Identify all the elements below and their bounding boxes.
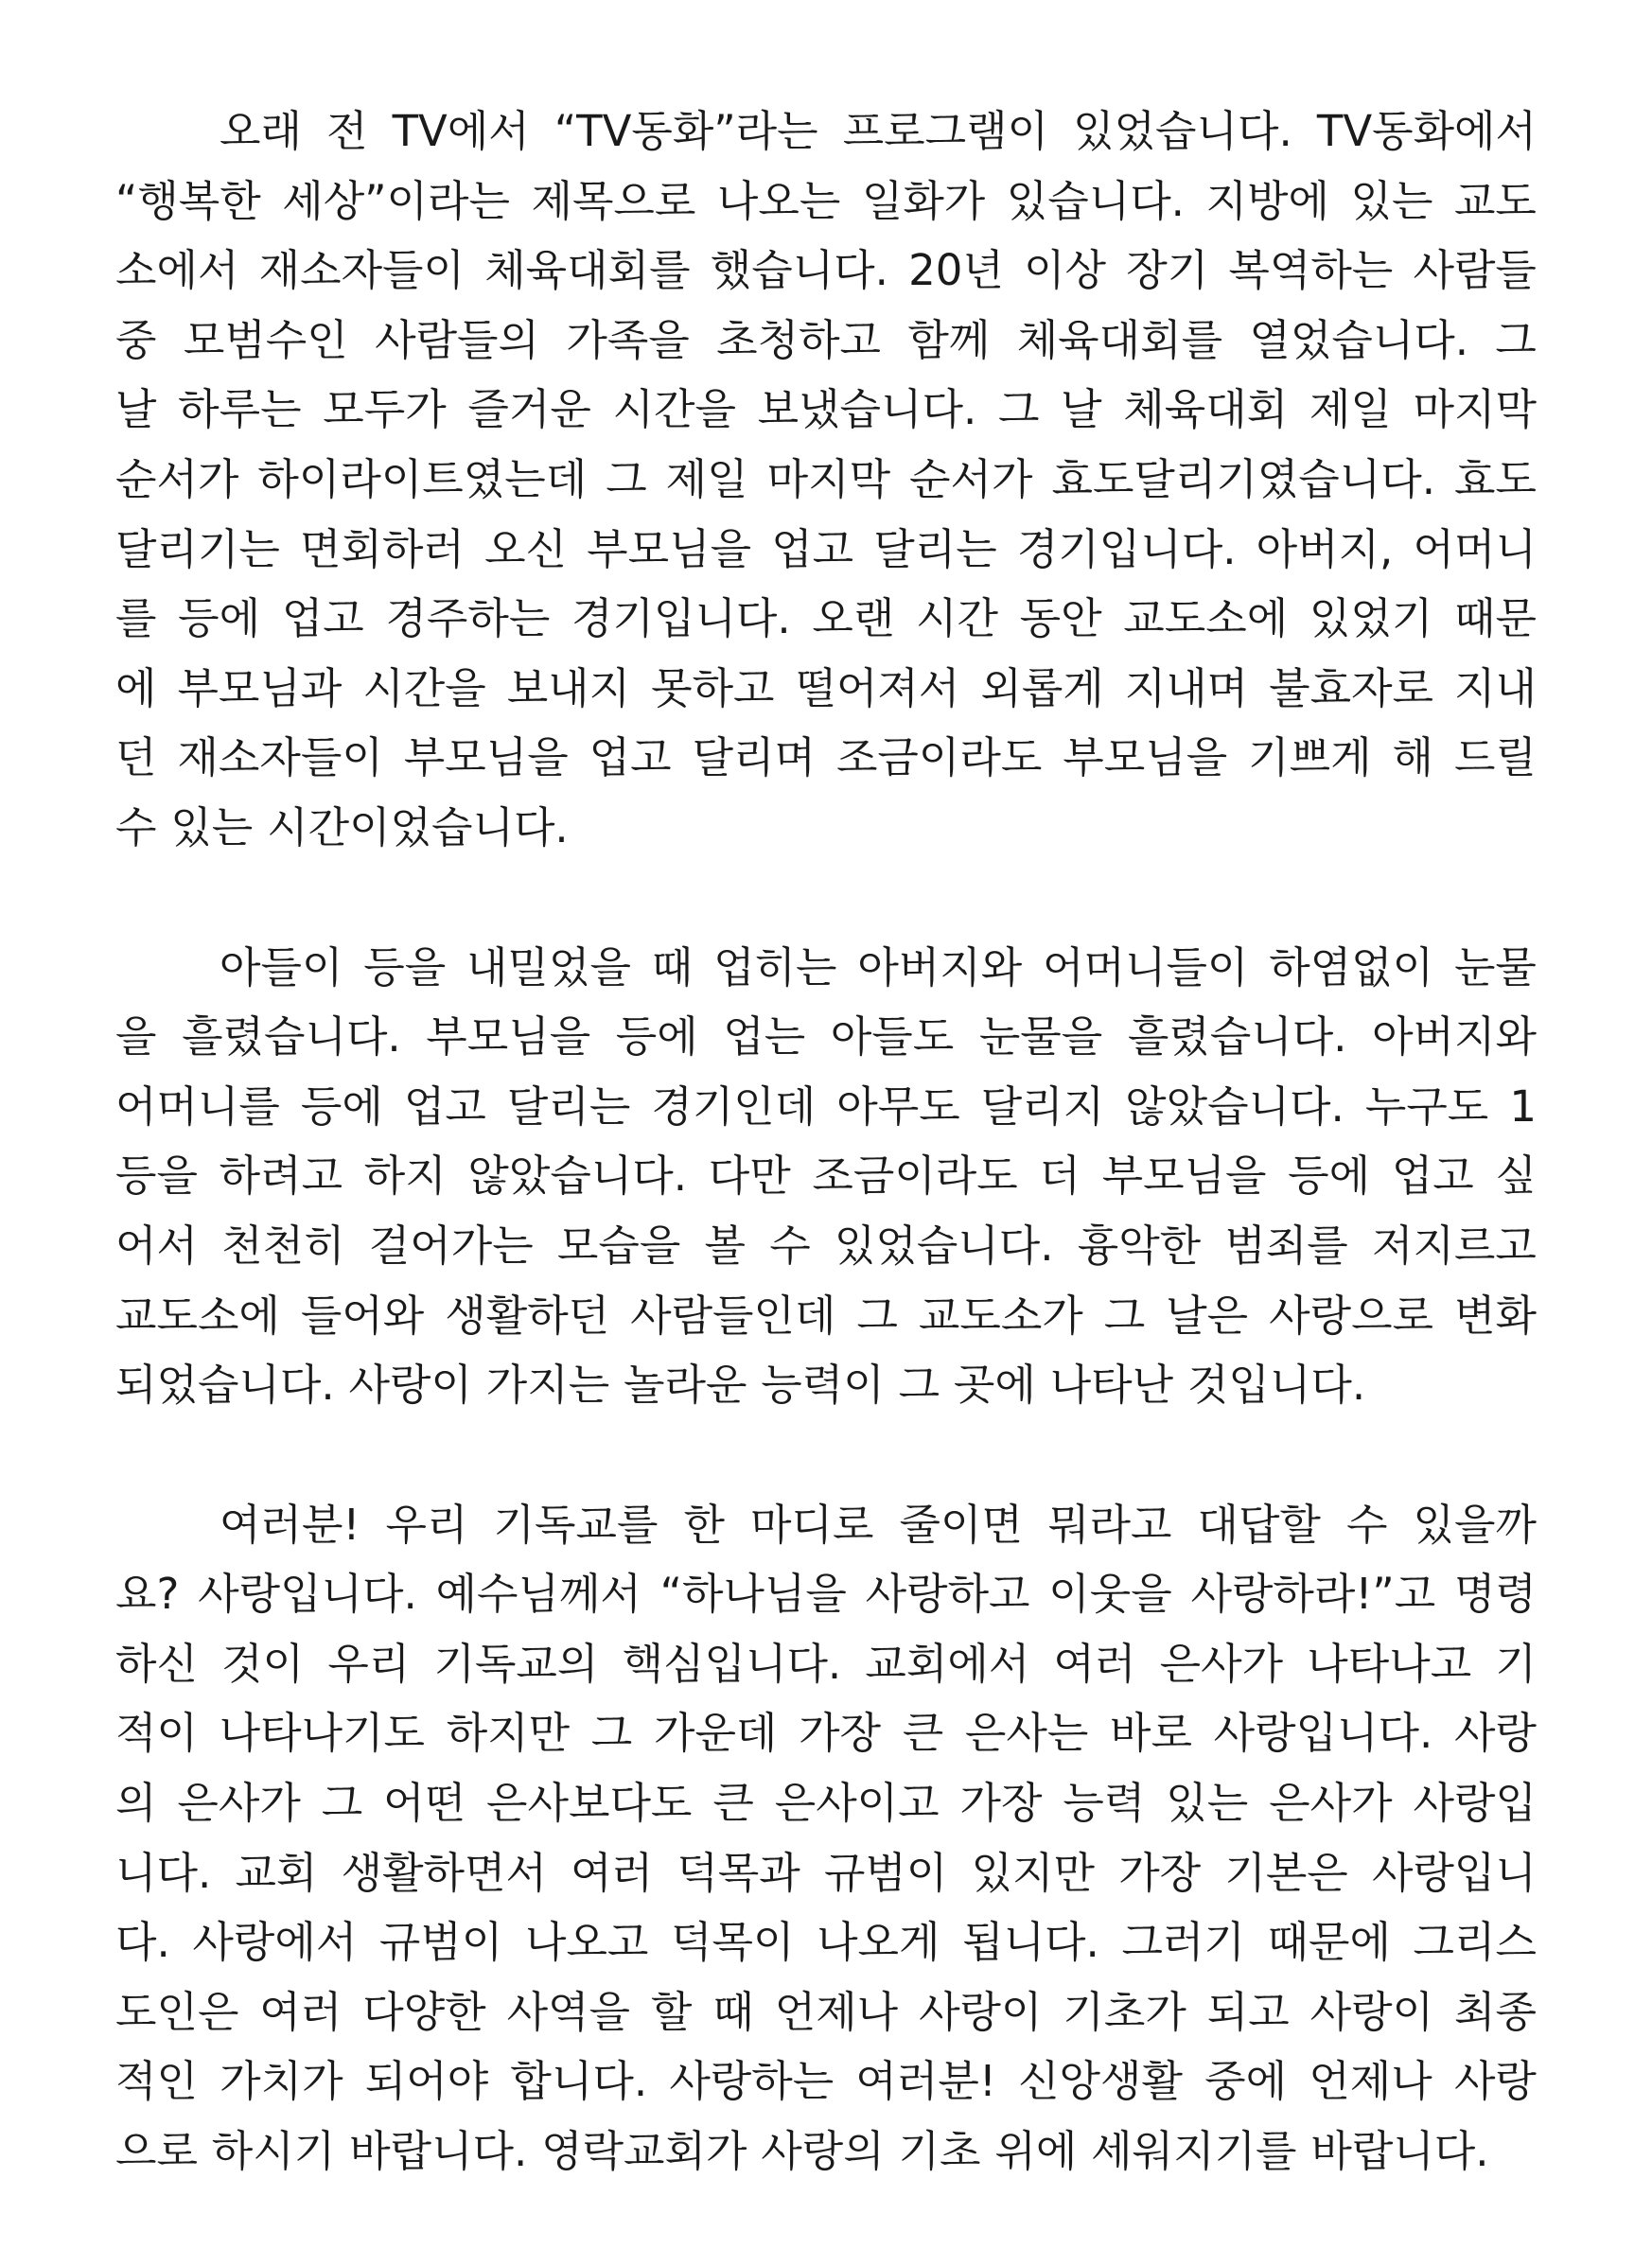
text-line <box>115 1211 1537 1281</box>
word: 않았습니다. <box>1125 1080 1344 1132</box>
word: 사랑하라!”고 <box>1190 1569 1436 1620</box>
word: 그 <box>1103 1290 1146 1341</box>
word: 모범수인 <box>183 314 348 365</box>
word: 사랑하는 <box>669 2056 835 2107</box>
word: 부모님을 <box>587 523 752 574</box>
word: 으로 <box>115 2126 198 2177</box>
word: 등에 <box>1288 1151 1371 1202</box>
word: 장기 <box>1126 245 1209 296</box>
word: 줄이면 <box>899 1499 1023 1550</box>
word: 흘렸습니다. <box>1127 1011 1347 1063</box>
word: 마지막 <box>766 453 891 504</box>
word: 하지만 <box>446 1708 571 1759</box>
word: 기쁘게 <box>1248 732 1372 783</box>
word: 사랑의 <box>761 2126 885 2177</box>
paragraph-3 <box>115 1490 1537 2187</box>
word: 은사는 <box>964 1708 1089 1759</box>
word: “TV동화”라는 <box>554 106 818 156</box>
word: 여러 <box>259 1986 343 2037</box>
document-body <box>115 97 1537 2187</box>
word: 걸어가는 <box>368 1220 534 1271</box>
word: 그 <box>898 1360 940 1411</box>
word: 1 <box>1509 1080 1537 1132</box>
word: 도인은 <box>115 1986 239 2037</box>
word: 가지는 <box>485 1360 610 1411</box>
word: 않았습니다. <box>467 1151 688 1202</box>
paragraph-2 <box>115 933 1537 1420</box>
word: 최종 <box>1453 1986 1537 2037</box>
word: 그 <box>856 1290 898 1341</box>
word: 경기입니다. <box>571 593 791 644</box>
word: 교도소가 <box>918 1290 1083 1341</box>
word: 경기입니다. <box>1016 523 1237 574</box>
word: 함께 <box>907 314 991 365</box>
word: 가장 <box>799 1708 882 1759</box>
word: 은사가 <box>1159 1638 1284 1689</box>
text-line <box>115 1907 1537 1977</box>
word: 있지만 <box>971 1847 1095 1898</box>
word: 하염없이 <box>1269 941 1434 992</box>
word: 한 <box>683 1499 725 1550</box>
word: 흘렸습니다. <box>182 1011 401 1063</box>
paragraph-1 <box>115 97 1537 863</box>
word: 하루는 <box>178 384 302 435</box>
text-line <box>115 1768 1537 1838</box>
text-line <box>115 1281 1537 1351</box>
word: 열었습니다. <box>1249 314 1469 365</box>
word: 업는 <box>723 1011 806 1063</box>
word: 여러분! <box>220 1499 360 1550</box>
word: 능력 <box>1063 1778 1146 1829</box>
word: 그 <box>321 1778 363 1829</box>
text-line <box>115 97 1537 167</box>
text-line <box>115 445 1537 515</box>
word: 사랑으로 <box>1269 1290 1434 1341</box>
word: 기 <box>1495 1638 1537 1689</box>
word: 등에 <box>300 1080 383 1132</box>
word: 나오고 <box>524 1917 649 1968</box>
word: 했습니다. <box>710 245 888 296</box>
word: 나타난 <box>1049 1360 1174 1411</box>
word: 은사이고 <box>774 1778 940 1829</box>
word: 가장 <box>1118 1847 1202 1898</box>
word: 수 <box>769 1220 811 1271</box>
word: 날 <box>115 384 157 435</box>
word: 시간 <box>916 593 998 644</box>
word: 마지막 <box>1413 384 1537 435</box>
word: 부모님을 <box>426 1011 591 1063</box>
word: 곳에 <box>953 1360 1036 1411</box>
word: 오신 <box>484 523 568 574</box>
word: 사랑입니 <box>1371 1847 1537 1898</box>
word: 재소자들이 <box>177 732 383 783</box>
word: 적이 <box>115 1708 198 1759</box>
word: “행복한 <box>115 175 261 226</box>
word: 중 <box>115 314 157 365</box>
word: 요? <box>115 1569 180 1620</box>
word: 드릴 <box>1453 732 1537 783</box>
text-line <box>115 933 1537 1003</box>
text-line <box>115 2046 1537 2117</box>
word: 있습니다. <box>1006 175 1185 226</box>
word: 큰 <box>712 1778 754 1829</box>
word: 하지 <box>363 1151 447 1202</box>
word: 등에 <box>178 593 261 644</box>
word: 다. <box>115 1917 170 1968</box>
word: 의 <box>115 1778 157 1829</box>
word: 지내며 <box>1124 662 1249 713</box>
word: 은사가 <box>177 1778 301 1829</box>
word: 사람들인데 <box>630 1290 836 1341</box>
word: 교도소에 <box>1123 593 1289 644</box>
text-line <box>115 1559 1537 1629</box>
word: 기본은 <box>1224 1847 1348 1898</box>
word: 제일 <box>665 453 748 504</box>
word: 가치가 <box>220 2056 343 2107</box>
word: 제목으로 <box>531 175 696 226</box>
word: 소에서 <box>115 245 239 296</box>
text-line <box>115 515 1537 585</box>
word: 순서가 <box>115 453 239 504</box>
word: 부모님을 <box>403 732 569 783</box>
word: 체육대회 <box>1123 384 1289 435</box>
word: 부모님과 <box>177 662 343 713</box>
word: 사랑에서 <box>192 1917 358 1968</box>
word: 을 <box>115 1011 157 1063</box>
text-line <box>115 1141 1537 1211</box>
word: 것입니다. <box>1186 1360 1366 1411</box>
word: 업고 <box>589 732 672 783</box>
word: 규범이 <box>823 1847 948 1898</box>
word: 생활하면서 <box>341 1847 547 1898</box>
word: 신앙생활 <box>1018 2056 1183 2107</box>
word: 사랑입 <box>1413 1778 1537 1829</box>
word: 달리지 <box>980 1080 1105 1132</box>
text-line <box>115 584 1537 654</box>
word: 기초 <box>898 2126 981 2177</box>
word: 오랜 <box>812 593 895 644</box>
word: 사역을 <box>506 1986 630 2037</box>
word: 있는 <box>1350 175 1433 226</box>
word: “하나님을 <box>659 1569 847 1620</box>
word: 은사가 <box>1269 1778 1393 1829</box>
word: 즐거운 <box>467 384 591 435</box>
word: 눈물 <box>1453 941 1537 992</box>
word: 저지르고 <box>1371 1220 1537 1271</box>
word: 바랍니다. <box>349 2126 528 2177</box>
word: 기초가 <box>1063 1986 1186 2037</box>
word: 오래 <box>220 106 302 156</box>
text-line <box>115 1072 1537 1142</box>
text-line <box>115 793 1537 863</box>
word: 기독교를 <box>493 1499 659 1550</box>
word: 되어야 <box>364 2056 489 2107</box>
word: 바랍니다. <box>1310 2126 1489 2177</box>
word: 되었습니다. <box>115 1360 335 1411</box>
word: TV동화에서 <box>1316 106 1537 156</box>
word: 하려고 <box>219 1151 343 1202</box>
text-line <box>115 167 1537 237</box>
word: 아들도 <box>830 1011 955 1063</box>
word: 달리는 <box>873 523 997 574</box>
word: 예수님께서 <box>435 1569 641 1620</box>
word: 때 <box>712 1986 754 2037</box>
word: 아무도 <box>836 1080 960 1132</box>
word: 하시기 <box>211 2126 336 2177</box>
word: 시간이었습니다. <box>267 801 569 852</box>
word: 그 <box>590 1708 633 1759</box>
word: 천천히 <box>221 1220 345 1271</box>
word: 마디로 <box>750 1499 874 1550</box>
text-line <box>115 236 1537 306</box>
word: 등을 <box>115 1151 198 1202</box>
text-line <box>115 1629 1537 1699</box>
word: 업고 <box>1391 1151 1474 1202</box>
word: 때문 <box>1453 593 1537 644</box>
word: 아버지, <box>1256 523 1394 574</box>
word: 적인 <box>115 2056 198 2107</box>
word: 수 <box>1345 1499 1388 1550</box>
word: 됩니다. <box>962 1917 1099 1968</box>
word: 교도 <box>1453 175 1537 226</box>
word: 있었기 <box>1309 593 1433 644</box>
word: 사랑 <box>1453 2056 1537 2107</box>
word: 등에 <box>615 1011 698 1063</box>
word: 그 <box>997 384 1040 435</box>
word: 범죄를 <box>1224 1220 1348 1271</box>
word: 언제나 <box>1309 2056 1432 2107</box>
word: 능력이 <box>761 1360 885 1411</box>
word: 어머니를 <box>115 1080 280 1132</box>
word: 바로 <box>1110 1708 1192 1759</box>
word: 눈물을 <box>978 1011 1103 1063</box>
word: 나타나기도 <box>219 1708 425 1759</box>
word: 사랑이 <box>919 1986 1043 2037</box>
word: 합니다. <box>510 2056 648 2107</box>
word: 어떤 <box>383 1778 466 1829</box>
word: 뭐라고 <box>1048 1499 1172 1550</box>
word: 달리는 <box>506 1080 631 1132</box>
word: 등을 <box>363 941 447 992</box>
word: 초청하고 <box>716 314 882 365</box>
word: 나타나고 <box>1307 1638 1472 1689</box>
word: 놀라운 <box>624 1360 747 1411</box>
word: 아버지와 <box>1372 1011 1537 1063</box>
word: 여러 <box>571 1847 654 1898</box>
word: 어머니 <box>1413 523 1537 574</box>
word: 사랑이 <box>348 1360 472 1411</box>
word: 규범이 <box>378 1917 503 1968</box>
word: 업히는 <box>713 941 837 992</box>
word: 여러 <box>1053 1638 1136 1689</box>
word: 외롭게 <box>980 662 1104 713</box>
word: 동안 <box>1019 593 1102 644</box>
word: 명령 <box>1453 1569 1537 1620</box>
word: 업고 <box>281 593 364 644</box>
word: 가족을 <box>566 314 690 365</box>
word: 여러분! <box>855 2056 996 2107</box>
word: 있을까 <box>1413 1499 1537 1550</box>
word: 언제나 <box>774 1986 899 2037</box>
word: 시간을 <box>612 384 736 435</box>
word: 가운데 <box>653 1708 778 1759</box>
word: 재소자들이 <box>258 245 465 296</box>
word: 경기인데 <box>651 1080 817 1132</box>
word: 부모님을 <box>1101 1151 1267 1202</box>
word: 떨어져서 <box>795 662 960 713</box>
word: 나오게 <box>817 1917 940 1968</box>
word: 사람들 <box>1413 245 1537 296</box>
word: 위에 <box>994 2126 1078 2177</box>
word: 것이 <box>221 1638 305 1689</box>
word: 아버지와 <box>857 941 1023 992</box>
word: 볼 <box>704 1220 746 1271</box>
word: 가장 <box>959 1778 1043 1829</box>
word: 은사보다도 <box>486 1778 693 1829</box>
word: 그 <box>1495 314 1537 365</box>
word: 있었습니다. <box>834 1220 1054 1271</box>
text-line <box>115 375 1537 445</box>
word: 다만 <box>708 1151 791 1202</box>
word: 보냈습니다. <box>757 384 977 435</box>
word: 못하고 <box>651 662 775 713</box>
word: 지방에 <box>1205 175 1329 226</box>
word: 우리 <box>385 1499 468 1550</box>
word: 우리 <box>327 1638 411 1689</box>
word: 전 <box>326 106 368 156</box>
word: 누구도 <box>1364 1080 1489 1132</box>
word: 더 <box>1039 1151 1081 1202</box>
word: 다양한 <box>362 1986 486 2037</box>
word: 달리기는 <box>115 523 280 574</box>
word: 20년 <box>908 245 1004 296</box>
word: 시간을 <box>362 662 486 713</box>
text-line <box>115 654 1537 724</box>
word: 효도 <box>1454 453 1537 504</box>
word: 중에 <box>1204 2056 1288 2107</box>
word: 어머니들이 <box>1043 941 1249 992</box>
word: 달리며 <box>692 732 816 783</box>
word: 들어와 <box>300 1290 425 1341</box>
word: 니다. <box>115 1847 212 1898</box>
word: 수 <box>115 801 157 852</box>
word: 업고 <box>403 1080 486 1132</box>
word: 되고 <box>1206 1986 1290 2037</box>
text-line <box>115 1698 1537 1768</box>
text-line <box>115 306 1537 376</box>
word: 덕목과 <box>677 1847 800 1898</box>
word: 어서 <box>115 1220 198 1271</box>
text-line <box>115 723 1537 793</box>
word: 하신 <box>115 1638 198 1689</box>
word: 그러기 <box>1121 1917 1245 1968</box>
word: 사랑이 <box>1309 1986 1434 2037</box>
word: 교회 <box>235 1847 318 1898</box>
word: 생활하던 <box>445 1290 610 1341</box>
word: 일화가 <box>861 175 986 226</box>
word: 사랑하고 <box>865 1569 1030 1620</box>
word: 체육대회를 <box>484 245 691 296</box>
word: 핵심입니다. <box>622 1638 842 1689</box>
word: 내밀었을 <box>466 941 631 992</box>
text-line <box>115 1350 1537 1420</box>
word: 교회에서 <box>865 1638 1030 1689</box>
text-line <box>115 1838 1537 1908</box>
word: 때 <box>651 941 694 992</box>
word: 사랑 <box>1453 1708 1537 1759</box>
word: 있는 <box>170 801 254 852</box>
word: 덕목이 <box>671 1917 795 1968</box>
word: 던 <box>115 732 157 783</box>
text-line <box>115 1977 1537 2047</box>
word: 흉악한 <box>1077 1220 1202 1271</box>
word: 사람들의 <box>375 314 539 365</box>
word: 제일 <box>1309 384 1392 435</box>
word: 아들이 <box>220 941 343 992</box>
word: 면회하러 <box>300 523 465 574</box>
word: 그리스 <box>1413 1917 1537 1968</box>
word: 나오는 <box>716 175 841 226</box>
word: 를 <box>115 593 157 644</box>
word: 이웃을 <box>1048 1569 1172 1620</box>
word: 조금이라도 <box>812 1151 1018 1202</box>
word: 모습을 <box>556 1220 681 1271</box>
word: 프로그램이 <box>842 106 1049 156</box>
word: 지내 <box>1453 662 1537 713</box>
word: 날 <box>1061 384 1102 435</box>
word: 교도소에 <box>115 1290 280 1341</box>
word: 업고 <box>771 523 854 574</box>
word: 변화 <box>1453 1290 1537 1341</box>
word: 경주하는 <box>385 593 551 644</box>
word: 불효자로 <box>1269 662 1434 713</box>
word: 모두가 <box>323 384 447 435</box>
word: 그 <box>606 453 647 504</box>
word: 사랑입니다. <box>198 1569 417 1620</box>
word: 때문에 <box>1267 1917 1391 1968</box>
word: 해 <box>1392 732 1434 783</box>
word: 대답할 <box>1197 1499 1321 1550</box>
word: 보내지 <box>506 662 631 713</box>
word: 부모님을 <box>1063 732 1228 783</box>
text-line <box>115 1002 1537 1072</box>
word: 싶 <box>1495 1151 1537 1202</box>
word: 사랑입니다. <box>1213 1708 1433 1759</box>
word: TV에서 <box>392 106 530 156</box>
word: 에 <box>115 662 157 713</box>
word: 세워지기를 <box>1091 2126 1297 2177</box>
word: 있는 <box>1166 1778 1249 1829</box>
word: 있었습니다. <box>1073 106 1292 156</box>
word: 복역하는 <box>1228 245 1394 296</box>
word: 큰 <box>902 1708 944 1759</box>
text-line <box>115 1490 1537 1560</box>
word: 체육대회를 <box>1016 314 1223 365</box>
word: 효도달리기였습니다. <box>1051 453 1436 504</box>
word: 세상”이라는 <box>282 175 510 226</box>
word: 기독교의 <box>433 1638 599 1689</box>
word: 하이라이트였는데 <box>257 453 588 504</box>
word: 순서가 <box>909 453 1033 504</box>
word: 날은 <box>1166 1290 1249 1341</box>
text-line <box>115 2117 1537 2187</box>
word: 할 <box>650 1986 693 2037</box>
word: 조금이라도 <box>835 732 1043 783</box>
word: 이상 <box>1024 245 1107 296</box>
word: 영락교회가 <box>541 2126 747 2177</box>
